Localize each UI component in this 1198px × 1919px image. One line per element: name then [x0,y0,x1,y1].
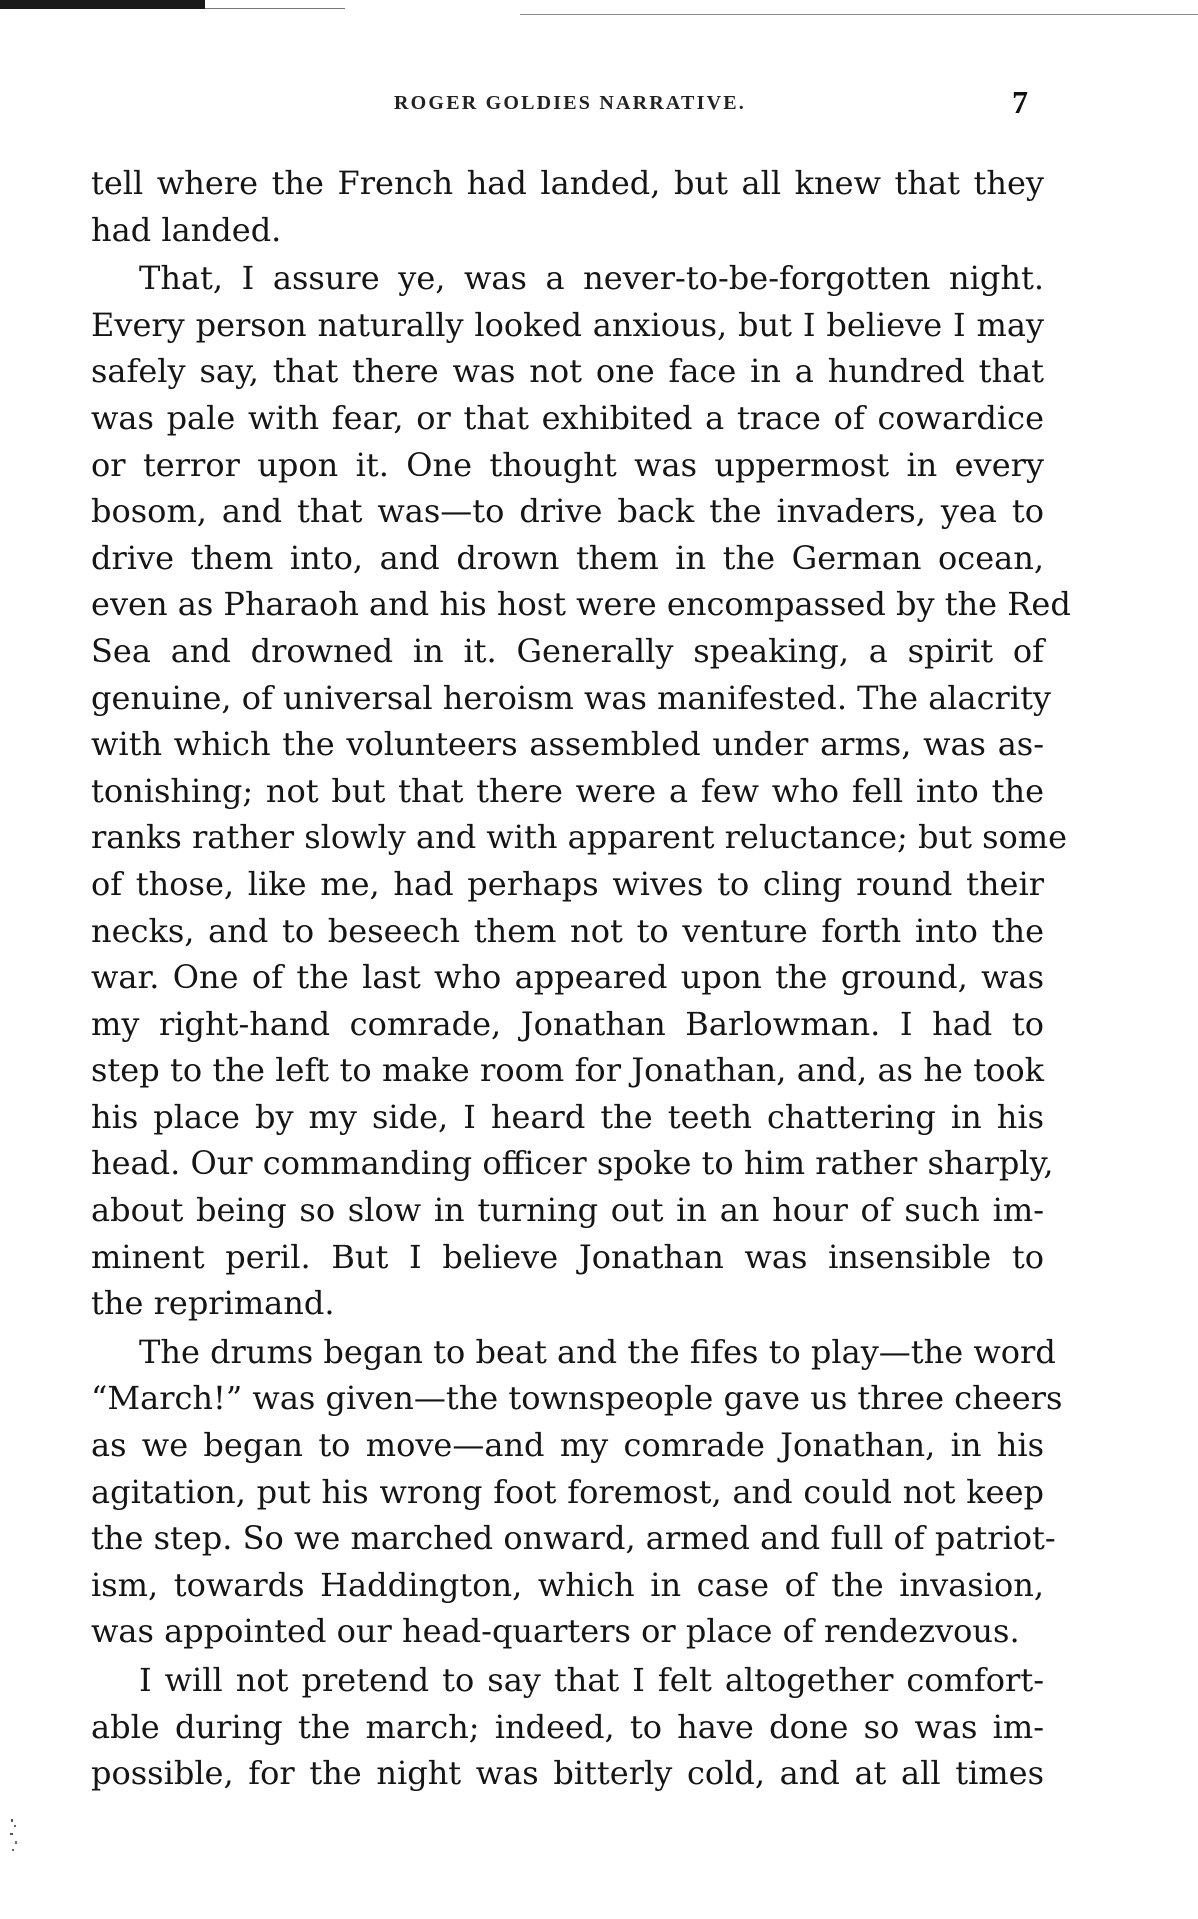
text-line: tonishing; not but that there were a few who fell into the [91,771,1044,810]
page-number: 7 [1012,84,1028,120]
text-line: That, I assure ye, was a never-to-be-forgotten night. [139,259,1044,298]
text-line: minent peril. But I believe Jonathan was insensible to [91,1237,1044,1276]
top-ink-rule [0,0,205,9]
text-line: able during the march; indeed, to have done so was im- [91,1707,1044,1746]
text-line: war. One of the last who appeared upon the ground, was [91,958,1044,997]
text-line: “March!” was given—the townspeople gave us three cheers [91,1379,1063,1418]
text-line: even as Pharaoh and his host were encompassed by the Red [91,585,1071,624]
paragraph [91,255,1071,1327]
text-line: had landed. [91,210,282,249]
paragraph [91,1657,1044,1797]
text-line: genuine, of universal heroism was manifested. The alacrity [91,678,1051,717]
text-line: Every person naturally looked anxious, but I believe I may [91,305,1044,344]
margin-specks [8,1815,24,1875]
text-line: Sea and drowned in it. Generally speaking, a spirit of [91,631,1044,670]
top-thin-rule-left [205,8,345,9]
text-line: step to the left to make room for Jonathan, and, as he took [91,1051,1044,1090]
paragraph [91,160,1044,253]
text-line: bosom, and that was—to drive back the invaders, yea to [91,492,1044,531]
text-line: The drums began to beat and the fifes to play—the word [139,1332,1056,1371]
text-line: ism, towards Haddington, which in case of the invasion, [91,1565,1044,1604]
text-line: head. Our commanding officer spoke to him rather sharply, [91,1144,1054,1183]
paragraph [91,1329,1063,1655]
text-line: was appointed our head-quarters or place of rendezvous. [91,1612,1020,1651]
text-line: his place by my side, I heard the teeth chattering in his [91,1097,1044,1136]
text-line: with which the volunteers assembled under arms, was as- [91,725,1044,764]
body-text [91,160,1071,1797]
text-line: I will not pretend to say that I felt altogether comfort- [139,1661,1044,1699]
text-line: the step. So we marched onward, armed and full of patriot- [91,1519,1056,1558]
text-line: the reprimand. [91,1284,335,1323]
text-line: possible, for the night was bitterly cold, and at all times [91,1754,1044,1793]
text-line: about being so slow in turning out in an hour of such im- [91,1191,1044,1230]
text-line: or terror upon it. One thought was uppermost in every [91,445,1044,484]
text-line: drive them into, and drown them in the German ocean, [91,538,1044,577]
text-line: my right-hand comrade, Jonathan Barlowman. I had to [91,1004,1044,1043]
text-line: as we began to move—and my comrade Jonathan, in his [91,1426,1044,1465]
running-head: ROGER GOLDIES NARRATIVE. [394,92,746,114]
text-line: was pale with fear, or that exhibited a trace of cowardice [91,398,1044,437]
text-line: of those, like me, had perhaps wives to cling round their [91,864,1044,903]
text-line: tell where the French had landed, but all knew that they [91,164,1044,202]
text-line: necks, and to beseech them not to venture forth into the [91,911,1044,950]
text-line: agitation, put his wrong foot foremost, and could not keep [91,1472,1044,1511]
text-line: safely say, that there was not one face in a hundred that [91,352,1044,391]
top-thin-rule-right [520,14,1198,15]
text-line: ranks rather slowly and with apparent reluctance; but some [91,818,1068,857]
